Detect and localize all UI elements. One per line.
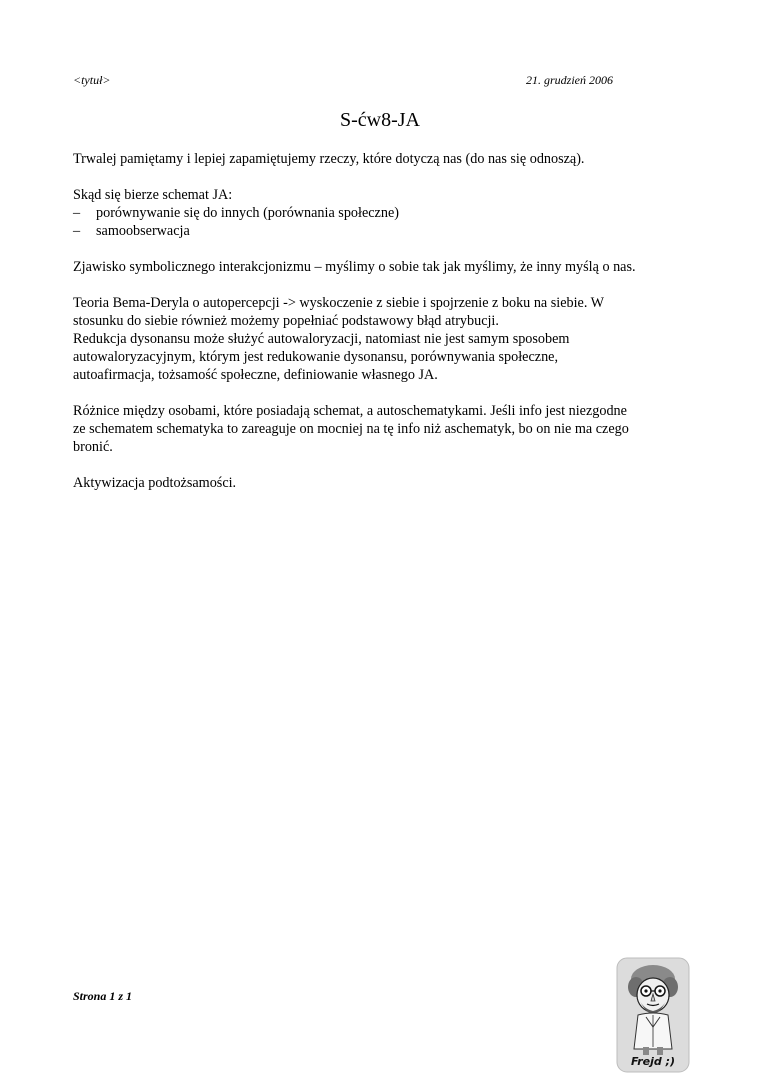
paragraph-3 (73, 258, 693, 276)
dash-bullet: – (73, 223, 81, 239)
freud-caricature-logo (616, 957, 690, 1073)
header-date: 21. grudzień 2006 (526, 73, 613, 87)
paragraph-line: Zjawisko symbolicznego interakcjonizmu – myślimy o sobie tak jak myślimy, że inny myślą o nas. (73, 259, 636, 275)
paragraph-line: bronić. (73, 439, 113, 455)
header-title-placeholder: <tytuł> (73, 73, 111, 87)
list-item-text: porównywanie się do innych (porównania społeczne) (96, 205, 399, 221)
paragraph-line: Redukcja dysonansu może służyć autowaloryzacji, natomiast nie jest samym sposobem (73, 331, 570, 347)
list-item (73, 222, 693, 240)
dash-bullet: – (73, 205, 81, 221)
document-body (73, 150, 693, 510)
paragraph-4 (73, 294, 693, 384)
paragraph-line: Teoria Bema-Deryla o autopercepcji -> wyskoczenie z siebie i spojrzenie z boku na siebie. W (73, 295, 605, 311)
paragraph-line: stosunku do siebie również możemy popełniać podstawowy błąd atrybucji. (73, 313, 499, 329)
paragraph-line: Różnice między osobami, które posiadają schemat, a autoschematykami. Jeśli info jest niezgodne (73, 403, 627, 419)
paragraph-line: Skąd się bierze schemat JA: (73, 187, 233, 203)
paragraph-line: ze schematem schematyka to zareaguje on mocniej na tę info niż aschematyk, bo on nie ma czego (73, 421, 629, 437)
paragraph-line: Aktywizacja podtożsamości. (73, 475, 237, 491)
list-item (73, 204, 693, 222)
paragraph-5 (73, 402, 693, 456)
logo-caption: Frejd ;) (630, 1055, 676, 1068)
paragraph-2 (73, 186, 693, 240)
paragraph-1 (73, 150, 693, 168)
paragraph-6 (73, 474, 693, 492)
caricature-image (616, 957, 690, 1073)
document-title: S-ćw8-JA (340, 109, 420, 131)
list-item-text: samoobserwacja (96, 223, 190, 239)
paragraph-line: Trwalej pamiętamy i lepiej zapamiętujemy rzeczy, które dotyczą nas (do nas się odnoszą). (73, 151, 585, 167)
paragraph-line: autowaloryzacyjnym, którym jest redukowanie dysonansu, porównywania społeczne, (73, 349, 559, 365)
paragraph-line: autoafirmacja, tożsamość społeczne, definiowanie własnego JA. (73, 367, 438, 383)
page-number: Strona 1 z 1 (73, 989, 133, 1003)
